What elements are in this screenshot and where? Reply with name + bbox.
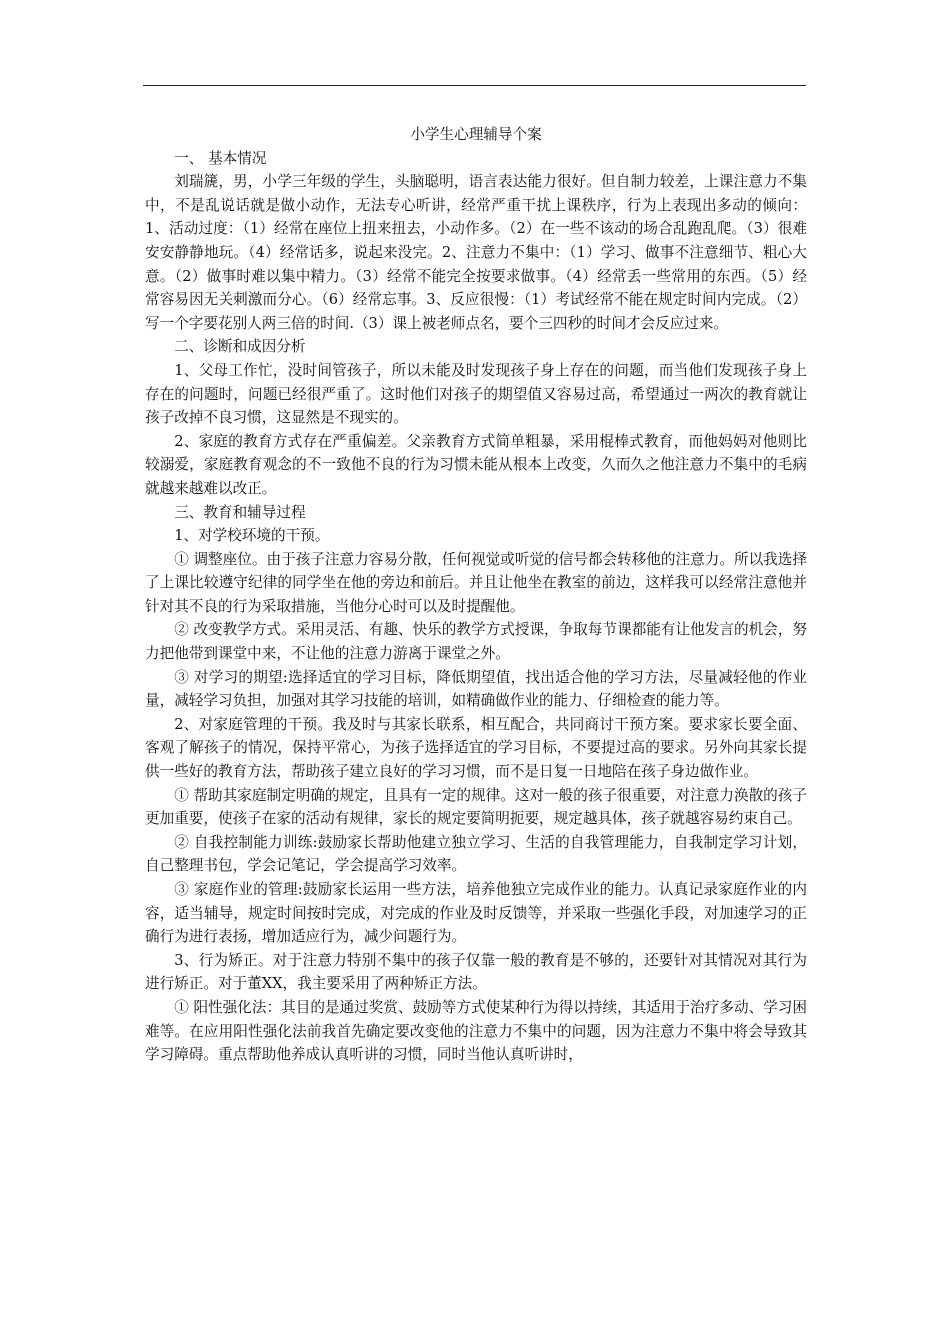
paragraph: ① 调整座位。由于孩子注意力容易分散，任何视觉或听觉的信号都会转移他的注意力。所以我选择了上课比较遵守纪律的同学坐在他的旁边和前后。并且让他坐在教室的前边，这样我可以经常注意他并针对其不良的行为采取措施，当他分心时可以及时提醒他。 [145, 550, 807, 615]
paragraph: 3、行为矫正。对于注意力特别不集中的孩子仅靠一般的教育是不够的，还要针对其情况对其行为进行矫正。对于董XX，我主要采用了两种矫正方法。 [145, 951, 807, 993]
paragraph: ③ 家庭作业的管理:鼓励家长运用一些方法，培养他独立完成作业的能力。认真记录家庭作业的内容，适当辅导，规定时间按时完成，对完成的作业及时反馈等，并采取一些强化手段，对加速学习的正确行为进行表扬，增加适应行为，减少问题行为。 [145, 881, 807, 946]
section-heading: 一、 基本情况 [174, 149, 267, 167]
paragraph: ① 阳性强化法：其目的是通过奖赏、鼓励等方式使某种行为得以持续，其适用于治疗多动、学习困难等。在应用阳性强化法前我首先确定要改变他的注意力不集中的问题，因为注意力不集中将会导致其学习障碍。重点帮助他养成认真听讲的习惯，同时当他认真听讲时， [145, 998, 807, 1064]
section-heading: 二、诊断和成因分析 [174, 338, 306, 356]
document-title: 小学生心理辅导个案 [410, 126, 542, 143]
paragraph: ② 改变教学方式。采用灵活、有趣、快乐的教学方式授课，争取每节课都能有让他发言的机会，努力把他带到课堂中来，不让他的注意力游离于课堂之外。 [145, 621, 807, 663]
paragraph: 2、对家庭管理的干预。我及时与其家长联系，相互配合，共同商讨干预方案。要求家长要全面、客观了解孩子的情况，保持平常心，为孩子选择适宜的学习目标，不要提过高的要求。另外向其家长提供一些好的教育方法，帮助孩子建立良好的学习习惯，而不是日复一日地陪在孩子身边做作业。 [145, 715, 807, 781]
paragraph: ① 帮助其家庭制定明确的规定，且具有一定的规律。这对一般的孩子很重要，对注意力涣散的孩子更加重要，使孩子在家的活动有规律，家长的规定要简明扼要，规定越具体，孩子就越容易约束自己。 [145, 786, 807, 828]
paragraph: 1、对学校环境的干预。 [174, 527, 330, 545]
paragraph: ② 自我控制能力训练:鼓励家长帮助他建立独立学习、生活的自我管理能力，自我制定学习计划，自己整理书包，学会记笔记，学会提高学习效率。 [145, 833, 807, 875]
section-heading: 三、教育和辅导过程 [174, 503, 306, 521]
document-body [145, 123, 807, 1067]
paragraph: 1、父母工作忙，没时间管孩子，所以未能及时发现孩子身上存在的问题，而当他们发现孩子身上存在的问题时，问题已经很严重了。这时他们对孩子的期望值又容易过高，希望通过一两次的教育就让孩子改掉不良习惯，这显然是不现实的。 [145, 361, 807, 427]
header-rule [143, 85, 806, 86]
paragraph: 2、家庭的教育方式存在严重偏差。父亲教育方式简单粗暴，采用棍棒式教育，而他妈妈对他则比较溺爱，家庭教育观念的不一致他不良的行为习惯未能从根本上改变，久而久之他注意力不集中的毛病就越来越难以改正。 [145, 432, 807, 497]
paragraph: ③ 对学习的期望:选择适宜的学习目标，降低期望值，找出适合他的学习方法，尽量减轻他的作业量，减轻学习负担，加强对其学习技能的培训，如精确做作业的能力、仔细检查的能力等。 [145, 668, 807, 710]
paragraph: 刘瑞篪，男，小学三年级的学生，头脑聪明，语言表达能力很好。但自制力较差，上课注意力不集中，不是乱说话就是做小动作，无法专心听讲，经常严重干扰上课秩序，行为上表现出多动的倾向：1、活动过度：（1）经常在座位上扭来扭去，小动作多。（2）在一些不该动的场合乱跑乱爬。（3）很难安安静静地玩。（4）经常话多，说起来没完。2、注意力不集中：（1）学习、做事不注意细节、粗心大意。（2）做事时难以集中精力。（3）经常不能完全按要求做事。（4）经常丢一些常用的东西。（5）经常容易因无关刺激而分心。（6）经常忘事。3、反应很慢：（1）考试经常不能在规定时间内完成。（2）写一个字要花别人两三倍的时间.（3）课上被老师点名，要个三四秒的时间才会反应过来。 [145, 173, 807, 332]
